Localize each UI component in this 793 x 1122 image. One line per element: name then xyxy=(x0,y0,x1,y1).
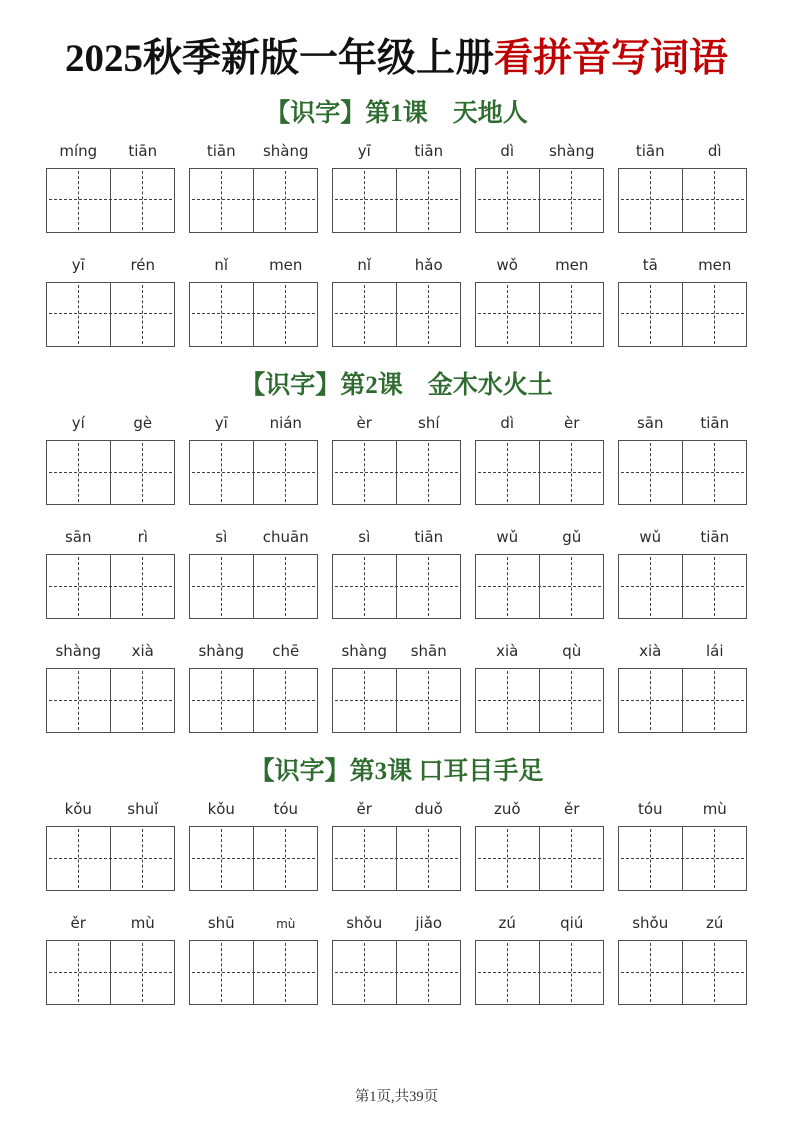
pinyin-syllable: shàng xyxy=(55,642,102,661)
grid-cell xyxy=(619,283,682,346)
grid-cell xyxy=(190,941,253,1004)
pinyin-label xyxy=(46,414,175,434)
pinyin-syllable: shí xyxy=(418,414,440,433)
writing-grid xyxy=(618,282,747,347)
writing-grid xyxy=(46,168,175,233)
writing-grid xyxy=(332,554,461,619)
grid-midline xyxy=(621,858,744,859)
grid-midline xyxy=(192,858,315,859)
page-number: 第1页,共39页 xyxy=(354,1089,439,1105)
grid-midline xyxy=(335,472,458,473)
grid-cell xyxy=(110,441,174,504)
worksheet-body xyxy=(0,98,793,1006)
word-block xyxy=(189,800,318,891)
pinyin-syllable: nián xyxy=(269,414,302,433)
grid-midline xyxy=(621,700,744,701)
pinyin-syllable: qù xyxy=(562,642,582,661)
grid-cell xyxy=(539,669,603,732)
writing-grid xyxy=(332,826,461,891)
word-block xyxy=(475,642,604,733)
pinyin-label xyxy=(46,800,175,820)
grid-midline xyxy=(478,858,601,859)
pinyin-syllable: zuǒ xyxy=(493,800,521,819)
grid-cell xyxy=(476,669,539,732)
grid-midline xyxy=(49,199,172,200)
grid-cell xyxy=(682,441,746,504)
grid-midline xyxy=(49,586,172,587)
grid-cell xyxy=(682,555,746,618)
pinyin-syllable: sān xyxy=(64,528,92,547)
word-block xyxy=(189,414,318,505)
pinyin-syllable: nǐ xyxy=(357,255,372,274)
pinyin-syllable: qiú xyxy=(560,914,584,933)
pinyin-syllable: shān xyxy=(410,642,447,661)
pinyin-label xyxy=(475,142,604,162)
grid-midline xyxy=(621,972,744,973)
grid-cell xyxy=(682,827,746,890)
writing-grid xyxy=(475,826,604,891)
writing-grid xyxy=(475,668,604,733)
pinyin-syllable: rì xyxy=(137,528,148,547)
grid-cell xyxy=(190,169,253,232)
grid-cell xyxy=(396,283,460,346)
word-block xyxy=(618,142,747,233)
pinyin-label xyxy=(332,914,461,934)
grid-cell xyxy=(619,941,682,1004)
grid-cell xyxy=(396,669,460,732)
word-block xyxy=(618,528,747,619)
pinyin-syllable: gǔ xyxy=(562,528,582,547)
pinyin-syllable: wǔ xyxy=(496,528,519,547)
pinyin-label xyxy=(618,914,747,934)
pinyin-syllable: tiān xyxy=(206,141,236,160)
pinyin-syllable: jiǎo xyxy=(415,914,443,933)
writing-grid xyxy=(618,668,747,733)
pinyin-syllable: gè xyxy=(133,414,153,433)
grid-cell xyxy=(539,169,603,232)
word-block xyxy=(618,642,747,733)
grid-midline xyxy=(335,199,458,200)
pinyin-syllable: tóu xyxy=(637,800,663,819)
pinyin-label xyxy=(46,642,175,662)
word-block xyxy=(618,414,747,505)
grid-cell xyxy=(682,283,746,346)
pinyin-syllable: mù xyxy=(130,914,155,933)
pinyin-syllable: nǐ xyxy=(214,255,229,274)
grid-midline xyxy=(478,972,601,973)
pinyin-syllable: míng xyxy=(59,141,98,160)
grid-cell xyxy=(476,941,539,1004)
grid-cell xyxy=(110,555,174,618)
grid-cell xyxy=(110,169,174,232)
grid-cell xyxy=(396,169,460,232)
pinyin-label xyxy=(618,414,747,434)
grid-cell xyxy=(47,555,110,618)
pinyin-label xyxy=(475,256,604,276)
writing-grid xyxy=(618,940,747,1005)
pinyin-label xyxy=(189,800,318,820)
word-block xyxy=(475,800,604,891)
grid-cell xyxy=(110,669,174,732)
title-black-part: 2025秋季新版一年级上册 xyxy=(64,37,494,80)
word-block xyxy=(189,528,318,619)
writing-grid xyxy=(475,554,604,619)
writing-grid xyxy=(618,440,747,505)
grid-cell xyxy=(190,669,253,732)
word-block xyxy=(475,256,604,347)
grid-cell xyxy=(253,669,317,732)
word-block xyxy=(46,142,175,233)
word-block xyxy=(475,142,604,233)
pinyin-label xyxy=(332,642,461,662)
grid-cell xyxy=(396,827,460,890)
pinyin-syllable: shǒu xyxy=(346,914,383,933)
grid-cell xyxy=(47,827,110,890)
writing-grid xyxy=(189,668,318,733)
pinyin-syllable: duǒ xyxy=(414,800,443,819)
grid-midline xyxy=(621,199,744,200)
pinyin-label xyxy=(332,800,461,820)
pinyin-syllable: shàng xyxy=(341,642,388,661)
word-block xyxy=(332,800,461,891)
grid-midline xyxy=(335,586,458,587)
pinyin-label xyxy=(46,528,175,548)
word-row xyxy=(0,528,793,619)
grid-cell xyxy=(253,441,317,504)
grid-cell xyxy=(333,441,396,504)
grid-cell xyxy=(47,283,110,346)
pinyin-syllable: yī xyxy=(357,141,371,160)
pinyin-syllable: shǒu xyxy=(632,914,669,933)
word-block xyxy=(332,642,461,733)
pinyin-syllable: tiān xyxy=(700,414,730,433)
pinyin-syllable: tiān xyxy=(635,141,665,160)
grid-cell xyxy=(47,169,110,232)
word-block xyxy=(475,414,604,505)
grid-midline xyxy=(478,586,601,587)
pinyin-label xyxy=(618,642,747,662)
grid-cell xyxy=(539,827,603,890)
grid-midline xyxy=(621,586,744,587)
pinyin-syllable: men xyxy=(269,255,303,274)
pinyin-label xyxy=(475,800,604,820)
pinyin-syllable: tiān xyxy=(700,528,730,547)
grid-midline xyxy=(192,199,315,200)
pinyin-syllable: rén xyxy=(130,255,156,274)
grid-cell xyxy=(619,555,682,618)
pinyin-syllable: shàng xyxy=(548,141,595,160)
grid-cell xyxy=(539,283,603,346)
pinyin-label xyxy=(475,414,604,434)
grid-cell xyxy=(476,283,539,346)
pinyin-syllable: hǎo xyxy=(414,255,443,274)
pinyin-syllable: zú xyxy=(706,914,724,933)
grid-cell xyxy=(539,941,603,1004)
pinyin-syllable: tiān xyxy=(414,141,444,160)
word-row xyxy=(0,914,793,1005)
grid-midline xyxy=(335,858,458,859)
pinyin-syllable: kǒu xyxy=(64,800,92,819)
grid-cell xyxy=(619,169,682,232)
grid-cell xyxy=(333,941,396,1004)
grid-cell xyxy=(396,441,460,504)
pinyin-syllable: sān xyxy=(636,414,664,433)
pinyin-syllable: yí xyxy=(71,414,85,433)
grid-cell xyxy=(333,555,396,618)
grid-cell xyxy=(47,669,110,732)
grid-cell xyxy=(476,555,539,618)
grid-midline xyxy=(192,313,315,314)
pinyin-label xyxy=(618,800,747,820)
writing-grid xyxy=(46,668,175,733)
grid-cell xyxy=(190,441,253,504)
grid-cell xyxy=(539,441,603,504)
grid-cell xyxy=(619,669,682,732)
word-block xyxy=(332,914,461,1005)
writing-grid xyxy=(475,440,604,505)
writing-grid xyxy=(46,282,175,347)
word-row xyxy=(0,800,793,891)
pinyin-syllable: sì xyxy=(215,528,228,547)
grid-midline xyxy=(335,700,458,701)
writing-grid xyxy=(475,940,604,1005)
pinyin-label xyxy=(189,914,318,934)
pinyin-syllable: èr xyxy=(356,414,372,433)
grid-cell xyxy=(190,827,253,890)
pinyin-label xyxy=(475,642,604,662)
grid-midline xyxy=(49,972,172,973)
grid-midline xyxy=(478,313,601,314)
pinyin-syllable: ěr xyxy=(564,800,580,819)
grid-cell xyxy=(47,441,110,504)
word-block xyxy=(332,414,461,505)
grid-cell xyxy=(619,827,682,890)
grid-midline xyxy=(192,472,315,473)
pinyin-syllable: yī xyxy=(214,414,228,433)
word-block xyxy=(46,914,175,1005)
word-block xyxy=(46,642,175,733)
writing-grid xyxy=(475,282,604,347)
pinyin-label xyxy=(618,256,747,276)
writing-grid xyxy=(618,826,747,891)
writing-grid xyxy=(189,282,318,347)
grid-midline xyxy=(478,472,601,473)
word-block xyxy=(189,914,318,1005)
grid-cell xyxy=(110,827,174,890)
writing-grid xyxy=(189,440,318,505)
grid-cell xyxy=(110,283,174,346)
writing-grid xyxy=(46,440,175,505)
pinyin-syllable: xià xyxy=(639,642,662,661)
pinyin-label xyxy=(618,528,747,548)
word-row xyxy=(0,642,793,733)
writing-grid xyxy=(332,940,461,1005)
grid-cell xyxy=(619,441,682,504)
grid-cell xyxy=(396,941,460,1004)
pinyin-label xyxy=(332,414,461,434)
word-block xyxy=(332,142,461,233)
word-block xyxy=(46,256,175,347)
word-row xyxy=(0,256,793,347)
pinyin-syllable: mù xyxy=(702,800,727,819)
grid-cell xyxy=(476,441,539,504)
writing-grid xyxy=(618,168,747,233)
pinyin-syllable: dì xyxy=(500,414,515,433)
pinyin-syllable: tiān xyxy=(414,528,444,547)
grid-cell xyxy=(110,941,174,1004)
pinyin-label xyxy=(189,142,318,162)
grid-cell xyxy=(539,555,603,618)
word-block xyxy=(46,800,175,891)
grid-midline xyxy=(478,199,601,200)
grid-cell xyxy=(190,555,253,618)
pinyin-label xyxy=(189,414,318,434)
pinyin-label xyxy=(332,256,461,276)
grid-cell xyxy=(253,827,317,890)
writing-grid xyxy=(618,554,747,619)
word-block xyxy=(332,528,461,619)
title-red-part: 看拼音写词语 xyxy=(494,37,729,80)
word-block xyxy=(46,414,175,505)
grid-cell xyxy=(682,669,746,732)
grid-cell xyxy=(253,555,317,618)
grid-cell xyxy=(333,669,396,732)
pinyin-syllable: chē xyxy=(272,642,300,661)
pinyin-label xyxy=(332,142,461,162)
pinyin-syllable: tiān xyxy=(128,141,158,160)
pinyin-syllable: men xyxy=(555,255,589,274)
section-header: 【识字】第1课 天地人 xyxy=(265,99,528,127)
word-row xyxy=(0,142,793,233)
word-block xyxy=(475,528,604,619)
grid-cell xyxy=(333,169,396,232)
pinyin-syllable: èr xyxy=(564,414,580,433)
pinyin-syllable: xià xyxy=(496,642,519,661)
pinyin-syllable: wǔ xyxy=(639,528,662,547)
grid-midline xyxy=(192,700,315,701)
writing-grid xyxy=(189,940,318,1005)
writing-grid xyxy=(332,440,461,505)
writing-grid xyxy=(46,554,175,619)
grid-cell xyxy=(333,827,396,890)
pinyin-label xyxy=(475,528,604,548)
grid-cell xyxy=(476,827,539,890)
pinyin-syllable: xià xyxy=(131,642,154,661)
grid-cell xyxy=(47,941,110,1004)
grid-cell xyxy=(253,169,317,232)
pinyin-syllable: shū xyxy=(207,914,235,933)
word-block xyxy=(46,528,175,619)
grid-cell xyxy=(396,555,460,618)
grid-midline xyxy=(621,313,744,314)
word-block xyxy=(618,914,747,1005)
pinyin-syllable: wǒ xyxy=(496,255,518,274)
writing-grid xyxy=(475,168,604,233)
word-block xyxy=(332,256,461,347)
pinyin-label xyxy=(189,256,318,276)
pinyin-syllable: shàng xyxy=(198,642,245,661)
pinyin-syllable: mù xyxy=(276,917,296,932)
pinyin-syllable: zú xyxy=(498,914,516,933)
pinyin-syllable: ěr xyxy=(356,800,372,819)
pinyin-syllable: ěr xyxy=(70,914,86,933)
writing-grid xyxy=(46,826,175,891)
pinyin-syllable: shuǐ xyxy=(127,800,159,819)
writing-grid xyxy=(46,940,175,1005)
pinyin-label xyxy=(189,528,318,548)
grid-cell xyxy=(682,941,746,1004)
grid-cell xyxy=(190,283,253,346)
pinyin-label xyxy=(46,142,175,162)
word-block xyxy=(618,256,747,347)
pinyin-syllable: yī xyxy=(71,255,85,274)
grid-midline xyxy=(49,858,172,859)
word-row xyxy=(0,414,793,505)
writing-grid xyxy=(189,168,318,233)
word-block xyxy=(189,142,318,233)
pinyin-label xyxy=(332,528,461,548)
pinyin-syllable: chuān xyxy=(262,528,309,547)
grid-midline xyxy=(335,313,458,314)
grid-midline xyxy=(478,700,601,701)
pinyin-syllable: kǒu xyxy=(207,800,235,819)
writing-grid xyxy=(189,826,318,891)
grid-midline xyxy=(335,972,458,973)
word-block xyxy=(189,256,318,347)
grid-midline xyxy=(49,313,172,314)
writing-grid xyxy=(332,168,461,233)
grid-cell xyxy=(333,283,396,346)
pinyin-syllable: tā xyxy=(642,255,658,274)
grid-midline xyxy=(192,586,315,587)
grid-midline xyxy=(49,700,172,701)
pinyin-syllable: shàng xyxy=(262,141,309,160)
writing-grid xyxy=(189,554,318,619)
grid-cell xyxy=(682,169,746,232)
pinyin-label xyxy=(189,642,318,662)
word-block xyxy=(189,642,318,733)
word-block xyxy=(475,914,604,1005)
pinyin-label xyxy=(46,256,175,276)
pinyin-syllable: men xyxy=(698,255,732,274)
pinyin-syllable: dì xyxy=(707,141,722,160)
grid-midline xyxy=(621,472,744,473)
pinyin-label xyxy=(475,914,604,934)
pinyin-syllable: lái xyxy=(705,642,724,661)
grid-cell xyxy=(476,169,539,232)
section-header: 【识字】第2课 金木水火土 xyxy=(240,371,553,399)
section-header: 【识字】第3课 口耳目手足 xyxy=(249,758,544,786)
writing-grid xyxy=(332,282,461,347)
pinyin-syllable: sì xyxy=(358,528,371,547)
grid-midline xyxy=(49,472,172,473)
writing-grid xyxy=(332,668,461,733)
grid-cell xyxy=(253,283,317,346)
grid-cell xyxy=(253,941,317,1004)
pinyin-syllable: tóu xyxy=(273,800,299,819)
pinyin-syllable: dì xyxy=(500,141,515,160)
grid-midline xyxy=(192,972,315,973)
word-block xyxy=(618,800,747,891)
pinyin-label xyxy=(46,914,175,934)
pinyin-label xyxy=(618,142,747,162)
page-title xyxy=(0,0,793,85)
